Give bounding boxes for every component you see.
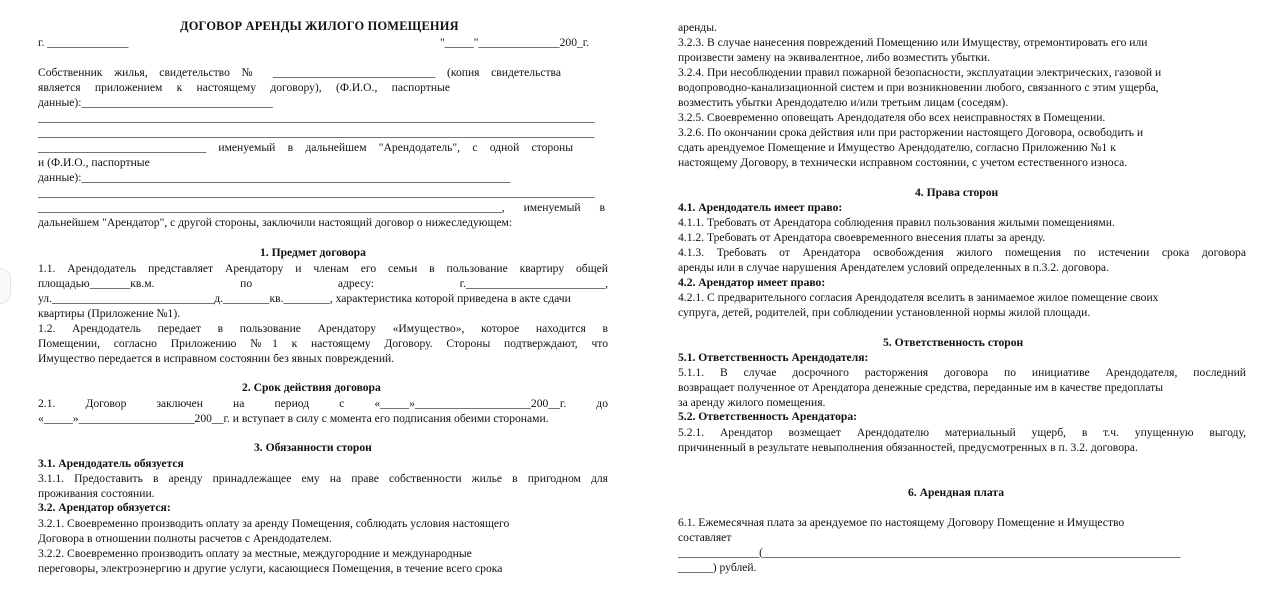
rent-amount-field: ______________(________________________________________________________________________ <box>678 546 1181 559</box>
continuation-line: водопроводно-канализационной систем и при возникновении любого, связанного с этим ущерба, <box>678 81 1159 94</box>
page-scroll-notch <box>0 268 11 304</box>
section-6-line: составляет <box>678 531 732 544</box>
document-page-right <box>640 0 1265 606</box>
subsection-3-2-heading: 3.2. Арендатор обязуется: <box>38 501 171 514</box>
section-3-2-line: переговоры, электроэнергию и другие услуги, касающиеся Помещения, в течение всего срока <box>38 562 503 575</box>
section-3-title: 3. Обязанности сторон <box>254 441 372 454</box>
section-4-1-line: аренды или в случае нарушения Арендателем условий определенных в п.3.2. договора. <box>678 261 1109 274</box>
section-3-1-line: 3.1.1. Предоставить в аренду принадлежащее ему на праве собственности жилье в пригодном для <box>38 472 608 485</box>
continuation-line: сдать арендуемое Помещение и Имущество Арендодателю, согласно Приложению №1 к <box>678 141 1116 154</box>
continuation-line: 3.2.6. По окончании срока действия или при расторжении настоящего Договора, освободить и <box>678 126 1144 139</box>
section-5-2-line: 5.2.1. Арендатор возмещает Арендодателю материальный ущерб, в т.ч. упущенную выгоду, <box>678 426 1246 439</box>
continuation-line: 3.2.5. Своевременно оповещать Арендодателя обо всех неисправностях в Помещении. <box>678 111 1106 124</box>
subsection-4-1-heading: 4.1. Арендодатель имеет право: <box>678 201 843 214</box>
section-5-1-line: возвращает полученное от Арендатора денежные средства, переданные им в качестве предоплаты <box>678 381 1164 394</box>
section-1-line: квартиры (Приложение №1). <box>38 307 181 320</box>
intro-line: Собственник жилья, свидетельство № ____________________________ (копия свидетельства <box>38 66 561 79</box>
section-1-line: площадью_______кв.м. по адресу: г.________________________, <box>38 277 608 290</box>
section-6-title: 6. Арендная плата <box>908 486 1005 499</box>
subsection-3-1-heading: 3.1. Арендодатель обязуется <box>38 457 184 470</box>
intro-line: _____________________________ именуемый в дальнейшем "Арендодатель", с одной стороны <box>38 141 573 154</box>
section-5-1-line: за аренду жилого помещения. <box>678 396 826 409</box>
section-1-title: 1. Предмет договора <box>260 246 366 259</box>
section-4-2-line: 4.2.1. С предварительного согласия Арендодателя вселить в занимаемое жилое помещение своих <box>678 291 1159 304</box>
section-3-2-line: 3.2.2. Своевременно производить оплату за местные, междугородние и международные <box>38 547 472 560</box>
subsection-5-2-heading: 5.2. Ответственность Арендатора: <box>678 410 857 423</box>
section-6-line: 6.1. Ежемесячная плата за арендуемое по настоящему Договору Помещение и Имущество <box>678 516 1125 529</box>
intro-line: ________________________________________________________________________________, именуемый в <box>38 201 605 214</box>
continuation-line: аренды. <box>678 21 717 34</box>
city-field: г. ______________ <box>38 36 129 49</box>
section-2-line: «_____»____________________200__г. и вступает в силу с момента его подписания обеими сторонами. <box>38 412 549 425</box>
section-4-1-line: 4.1.1. Требовать от Арендатора соблюдения правил пользования жилыми помещениями. <box>678 216 1115 229</box>
rent-amount-words: ______) рублей. <box>678 561 757 574</box>
intro-line: ________________________________________________________________________________________________ <box>38 111 595 124</box>
section-2-line: 2.1. Договор заключен на период с «_____»____________________200__г. до <box>38 397 608 410</box>
section-5-2-line: причиненный в результате невыполнения обязанностей, предусмотренных в п. 3.2. договора. <box>678 441 1138 454</box>
intro-line: ________________________________________________________________________________________________ <box>38 126 595 139</box>
section-3-2-line: Договора в отношении полноты расчетов с Арендодателем. <box>38 532 332 545</box>
section-1-line: 1.2. Арендодатель передает в пользование Арендатору «Имущество», которое находится в <box>38 322 608 335</box>
section-5-1-line: 5.1.1. В случае досрочного расторжения договора по инициативе Арендодателя, последний <box>678 366 1246 379</box>
section-1-line: Имущество передается в исправном состоянии без явных повреждений. <box>38 352 395 365</box>
document-title: ДОГОВОР АРЕНДЫ ЖИЛОГО ПОМЕЩЕНИЯ <box>180 19 459 33</box>
continuation-line: 3.2.3. В случае нанесения повреждений Помещению или Имуществу, отремонтировать его или <box>678 36 1148 49</box>
section-2-title: 2. Срок действия договора <box>242 381 381 394</box>
continuation-line: возместить убытки Арендодателю и/или третьим лицам (соседям). <box>678 96 1009 109</box>
intro-line: данные):_________________________________ <box>38 96 273 109</box>
subsection-4-2-heading: 4.2. Арендатор имеет право: <box>678 276 826 289</box>
section-4-1-line: 4.1.3. Требовать от Арендатора освобождения жилого помещения по истечении срока договора <box>678 246 1246 259</box>
continuation-line: 3.2.4. При несоблюдении правил пожарной безопасности, эксплуатации электрических, газовой и <box>678 66 1162 79</box>
section-1-line: ул.____________________________д.________кв.________, характеристика которой приведена в акте сдачи <box>38 292 571 305</box>
intro-line: и (Ф.И.О., паспортные <box>38 156 150 169</box>
intro-line: ________________________________________________________________________________________________ <box>38 186 595 199</box>
continuation-line: произвести замену на эквивалентное, либо возместить убытки. <box>678 51 991 64</box>
section-4-title: 4. Права сторон <box>915 186 999 199</box>
section-3-1-line: проживания состоянии. <box>38 487 155 500</box>
section-5-title: 5. Ответственность сторон <box>883 336 1024 349</box>
intro-line: дальнейшем "Арендатор", с другой стороны, заключили настоящий договор о нижеследующем: <box>38 216 513 229</box>
continuation-line: настоящему Договору, в технически исправном состоянии, с учетом естественного износа. <box>678 156 1128 169</box>
section-4-2-line: супруга, детей, родителей, при соблюдении установленной нормы жилой площади. <box>678 306 1091 319</box>
date-field: "_____"______________200_г. <box>440 36 590 49</box>
subsection-5-1-heading: 5.1. Ответственность Арендодателя: <box>678 351 869 364</box>
intro-line: является приложением к настоящему договору), (Ф.И.О., паспортные <box>38 81 450 94</box>
section-1-line: 1.1. Арендодатель представляет Арендатору и членам его семьи в пользование квартиру общей <box>38 262 608 275</box>
section-3-2-line: 3.2.1. Своевременно производить оплату за аренду Помещения, соблюдать условия настоящего <box>38 517 510 530</box>
section-1-line: Помещении, согласно Приложению №1 к настоящему Договору. Стороны подтверждают, что <box>38 337 608 350</box>
intro-line: данные):__________________________________________________________________________ <box>38 171 511 184</box>
section-4-1-line: 4.1.2. Требовать от Арендатора своевременного внесения платы за аренду. <box>678 231 1046 244</box>
